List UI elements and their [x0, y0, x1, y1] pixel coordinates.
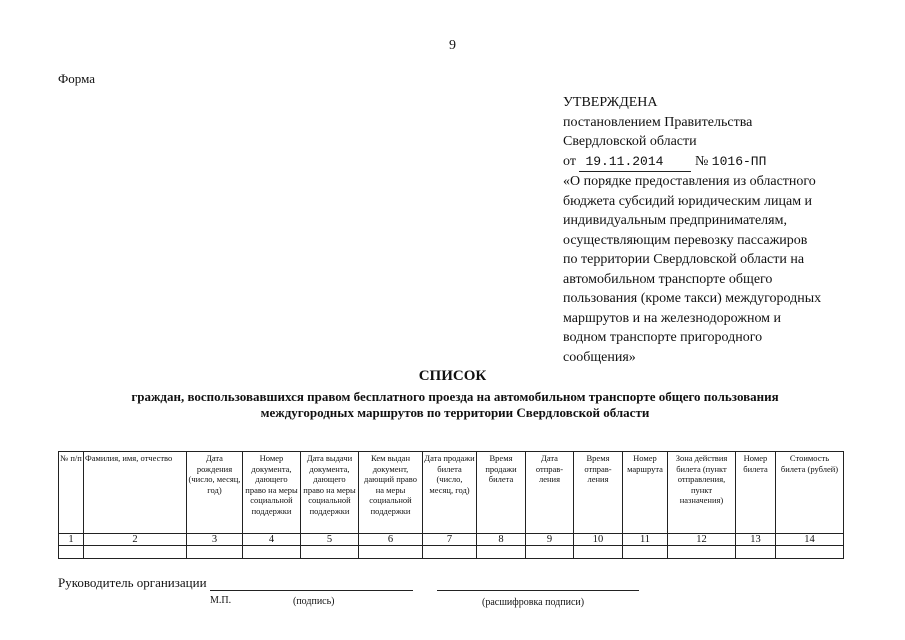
- number-cell: 14: [776, 534, 844, 546]
- header-cell: Стоимость билета (рублей): [776, 452, 844, 534]
- approval-text-8: маршрутов и на железнодорожном и: [563, 310, 782, 326]
- number-cell: 3: [187, 534, 243, 546]
- empty-cell: [84, 546, 187, 559]
- page-number: 9: [449, 38, 456, 53]
- empty-cell: [668, 546, 736, 559]
- empty-cell: [359, 546, 423, 559]
- header-cell: Номер документа, дающего право на меры социальной поддержки: [243, 452, 301, 534]
- form-label: Форма: [58, 71, 95, 86]
- citizens-table: [58, 451, 844, 559]
- number-cell: 11: [623, 534, 668, 546]
- approval-text-9: водном транспорте пригородного: [563, 330, 763, 345]
- list-subtitle-line-2: междугородных маршрутов по территории Свердловской области: [260, 405, 650, 420]
- empty-cell: [477, 546, 526, 559]
- list-subtitle: [60, 389, 850, 421]
- header-cell: Номер билета: [736, 452, 776, 534]
- header-cell: Время отправ-ления: [574, 452, 623, 534]
- header-cell: Зона действия билета (пункт отправления, пункт назначения): [668, 452, 736, 534]
- signature-hint: (подпись): [293, 596, 335, 607]
- number-cell: 13: [736, 534, 776, 546]
- number-cell: 5: [301, 534, 359, 546]
- empty-cell: [574, 546, 623, 559]
- header-cell: Фамилия, имя, отчество: [84, 452, 187, 534]
- signature-decode-line: [437, 590, 639, 591]
- approval-block: [563, 93, 863, 367]
- empty-cell: [59, 546, 84, 559]
- empty-cell: [423, 546, 477, 559]
- header-cell: Дата выдачи документа, дающего право на меры социальной поддержки: [301, 452, 359, 534]
- empty-cell: [243, 546, 301, 559]
- empty-cell: [736, 546, 776, 559]
- number-cell: 9: [526, 534, 574, 546]
- header-cell: Дата продажи билета (число, месяц, год): [423, 452, 477, 534]
- approval-text-5: по территории Свердловской области на: [563, 252, 805, 267]
- approval-text-10: сообщения»: [563, 349, 636, 365]
- stamp-label: М.П.: [210, 595, 232, 606]
- empty-cell: [187, 546, 243, 559]
- decode-hint: (расшифровка подписи): [482, 597, 585, 608]
- number-cell: 8: [477, 534, 526, 546]
- number-cell: 7: [423, 534, 477, 546]
- number-cell: 2: [84, 534, 187, 546]
- empty-cell: [301, 546, 359, 559]
- approval-date-line: [563, 152, 863, 173]
- approval-text-7: пользования (кроме такси) междугородных: [563, 291, 822, 306]
- approval-text-2: бюджета субсидий юридическим лицам и: [563, 193, 813, 209]
- list-subtitle-line-1: граждан, воспользовавшихся правом бесплатного проезда на автомобильном транспорте общего пользования: [131, 389, 779, 404]
- approval-heading: УТВЕРЖДЕНА: [563, 95, 658, 110]
- approval-line-2: Свердловской области: [563, 134, 697, 149]
- approval-line-1: постановлением Правительства: [563, 114, 753, 130]
- empty-cell: [623, 546, 668, 559]
- signature-line: [210, 590, 413, 591]
- header-cell: № п/п: [59, 452, 84, 534]
- header-cell: Номер маршрута: [623, 452, 668, 534]
- approval-text-1: «О порядке предоставления из областного: [563, 174, 816, 189]
- table-empty-row: [59, 546, 844, 559]
- number-cell: 10: [574, 534, 623, 546]
- number-cell: 1: [59, 534, 84, 546]
- number-cell: 6: [359, 534, 423, 546]
- table-number-row: [59, 534, 844, 546]
- date-prefix: от: [563, 153, 576, 169]
- header-cell: Время продажи билета: [477, 452, 526, 534]
- header-cell: Дата рождения (число, месяц, год): [187, 452, 243, 534]
- approval-number: 1016-ПП: [711, 153, 767, 169]
- empty-cell: [526, 546, 574, 559]
- table-header-row: [59, 452, 844, 534]
- header-cell: Кем выдан документ, дающий право на меры социальной поддержки: [359, 452, 423, 534]
- manager-label: Руководитель организации: [58, 575, 207, 590]
- number-cell: 4: [243, 534, 301, 546]
- list-title: СПИСОК: [418, 368, 487, 384]
- approval-text-6: автомобильном транспорте общего: [563, 271, 773, 287]
- approval-text-4: осуществляющим перевозку пассажиров: [563, 232, 808, 248]
- approval-date: 19.11.2014: [579, 152, 691, 173]
- approval-text-3: индивидуальным предпринимателям,: [563, 213, 787, 228]
- number-cell: 12: [668, 534, 736, 546]
- number-prefix: №: [694, 153, 709, 169]
- empty-cell: [776, 546, 844, 559]
- header-cell: Дата отправ-ления: [526, 452, 574, 534]
